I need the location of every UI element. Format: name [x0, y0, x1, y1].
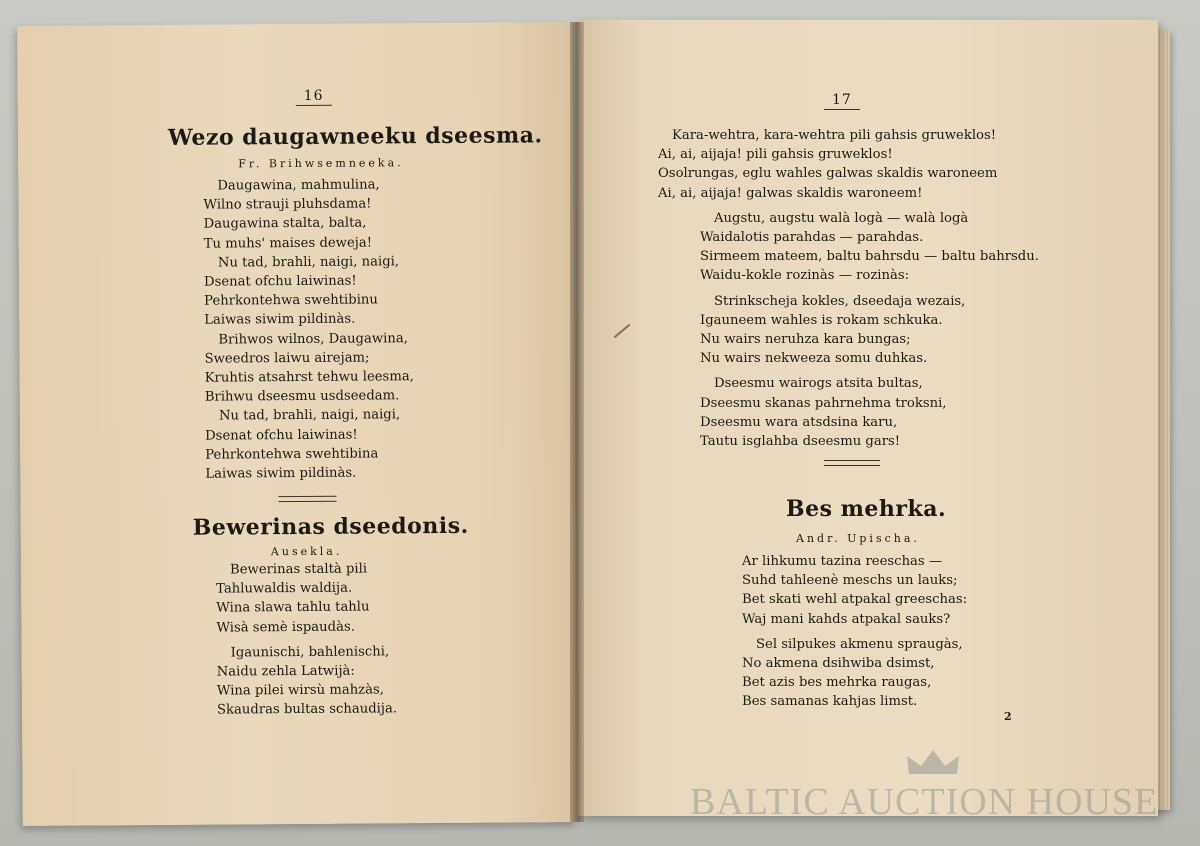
verse-line: Bewerinas staltà pili: [229, 561, 368, 578]
left-page: [17, 22, 578, 826]
poem-verse: [742, 552, 967, 712]
verse-line: Laiwas siwim pildinàs.: [204, 312, 356, 329]
verse-line: No akmena dsihwiba dsimst,: [742, 656, 935, 672]
verse-line: Waj mani kahds atpakal sauks?: [742, 611, 951, 627]
poem-verse: [216, 559, 397, 720]
verse-line: Dseesmu wara atsdsina karu,: [700, 414, 898, 430]
poem-title: Bewerinas dseedonis.: [192, 512, 469, 541]
page-number: 17: [824, 92, 860, 110]
verse-line: Igauneem wahles is rokam schkuka.: [700, 312, 943, 328]
poem-verse: [203, 175, 414, 484]
verse-line: Strinkscheja kokles, dseedaja wezais,: [714, 293, 966, 309]
verse-line: Tautu isglahba dseesmu gars!: [700, 434, 901, 450]
verse-line: Pehrkontehwa swehtibinu: [204, 292, 378, 309]
poem-title: Bes mehrka.: [786, 496, 947, 522]
verse-line: Ai, ai, aijaja! pili gahsis gruweklos!: [658, 147, 893, 163]
verse-line: Bet azis bes mehrka raugas,: [742, 675, 932, 691]
verse-line: Osolrungas, eglu wahles galwas skaldis waroneem: [658, 166, 998, 182]
verse-line: Ar lihkumu tazina reeschas —: [742, 554, 943, 569]
signature-mark: 2: [1004, 710, 1012, 723]
verse-line: Daugawina stalta, balta,: [203, 215, 367, 233]
book-gutter: [570, 22, 584, 822]
verse-line: Dsenat ofchu laiwinas!: [205, 427, 358, 444]
verse-line: Nu tad, brahli, naigi, naigi,: [218, 407, 401, 424]
verse-line: Nu wairs nekweeza somu duhkas.: [700, 351, 928, 367]
page-number: 16: [296, 88, 332, 106]
verse-line: Tu muhs' maises deweja!: [203, 235, 373, 252]
verse-line: Sel silpukes akmenu spraugàs,: [756, 636, 963, 652]
verse-line: Igaunischi, bahlenischi,: [230, 644, 390, 661]
verse-line: Daugawina, mahmulina,: [217, 177, 380, 194]
verse-line: Sirmeem mateem, baltu bahrsdu — baltu bahrsdu.: [700, 249, 1039, 265]
verse-line: Sweedros laiwu airejam;: [204, 350, 370, 367]
verse-line: Wina pilei wirsù mahzàs,: [216, 682, 384, 699]
watermark-text: BALTIC AUCTION HOUSE: [690, 781, 1159, 823]
verse-line: Tahluwaldis waldija.: [216, 580, 353, 597]
crown-icon: [905, 748, 961, 778]
poem-author: Ausekla.: [270, 544, 343, 559]
verse-line: Nu tad, brahli, naigi, naigi,: [217, 254, 400, 271]
right-page: [578, 20, 1158, 816]
verse-line: Suhd tahleenè meschs un lauks;: [742, 573, 958, 589]
poem-title: Wezo daugawneeku dseesma.: [167, 122, 543, 151]
verse-line: Dseesmu wairogs atsita bultas,: [714, 376, 923, 392]
verse-line: Brihwu dseesmu usdseedam.: [204, 388, 400, 405]
verse-line: Bes samanas kahjas limst.: [742, 694, 918, 710]
section-divider: [824, 460, 880, 466]
verse-line: Dsenat ofchu laiwinas!: [203, 273, 357, 290]
verse-line: Dseesmu skanas pahrnehma troksni,: [700, 395, 947, 411]
verse-line: Wilno strauji pluhsdama!: [203, 196, 372, 213]
verse-line: Waidalotis parahdas — parahdas.: [700, 230, 924, 246]
poem-author: Andr. Upischa.: [796, 532, 920, 545]
verse-line: Skaudras bultas schaudija.: [216, 701, 398, 718]
verse-line: Wisà semè ispaudàs.: [216, 619, 355, 636]
verse-line: Brihwos wilnos, Daugawina,: [218, 330, 408, 348]
poem-verse-continuation: [658, 126, 1039, 451]
verse-line: Laiwas siwim pildinàs.: [205, 465, 357, 482]
verse-line: Kara-wehtra, kara-wehtra pili gahsis gruweklos!: [672, 128, 997, 143]
verse-line: Kruhtis atsahrst tehwu leesma,: [204, 369, 414, 386]
verse-line: Pehrkontehwa swehtibina: [205, 446, 379, 463]
verse-line: Waidu-kokle rozinàs — rozinàs:: [700, 268, 910, 284]
verse-line: Augstu, augstu walà logà — walà logà: [714, 210, 969, 226]
poem-author: Fr. Brihwsemneeka.: [238, 156, 404, 171]
verse-line: Bet skati wehl atpakal greeschas:: [742, 592, 968, 608]
verse-line: Naidu zehla Latwijà:: [216, 663, 355, 680]
verse-line: Nu wairs neruhza kara bungas;: [700, 332, 911, 348]
verse-line: Ai, ai, aijaja! galwas skaldis waroneem!: [658, 185, 923, 201]
section-divider: [279, 496, 337, 502]
verse-line: Wina slawa tahlu tahlu: [216, 599, 370, 616]
